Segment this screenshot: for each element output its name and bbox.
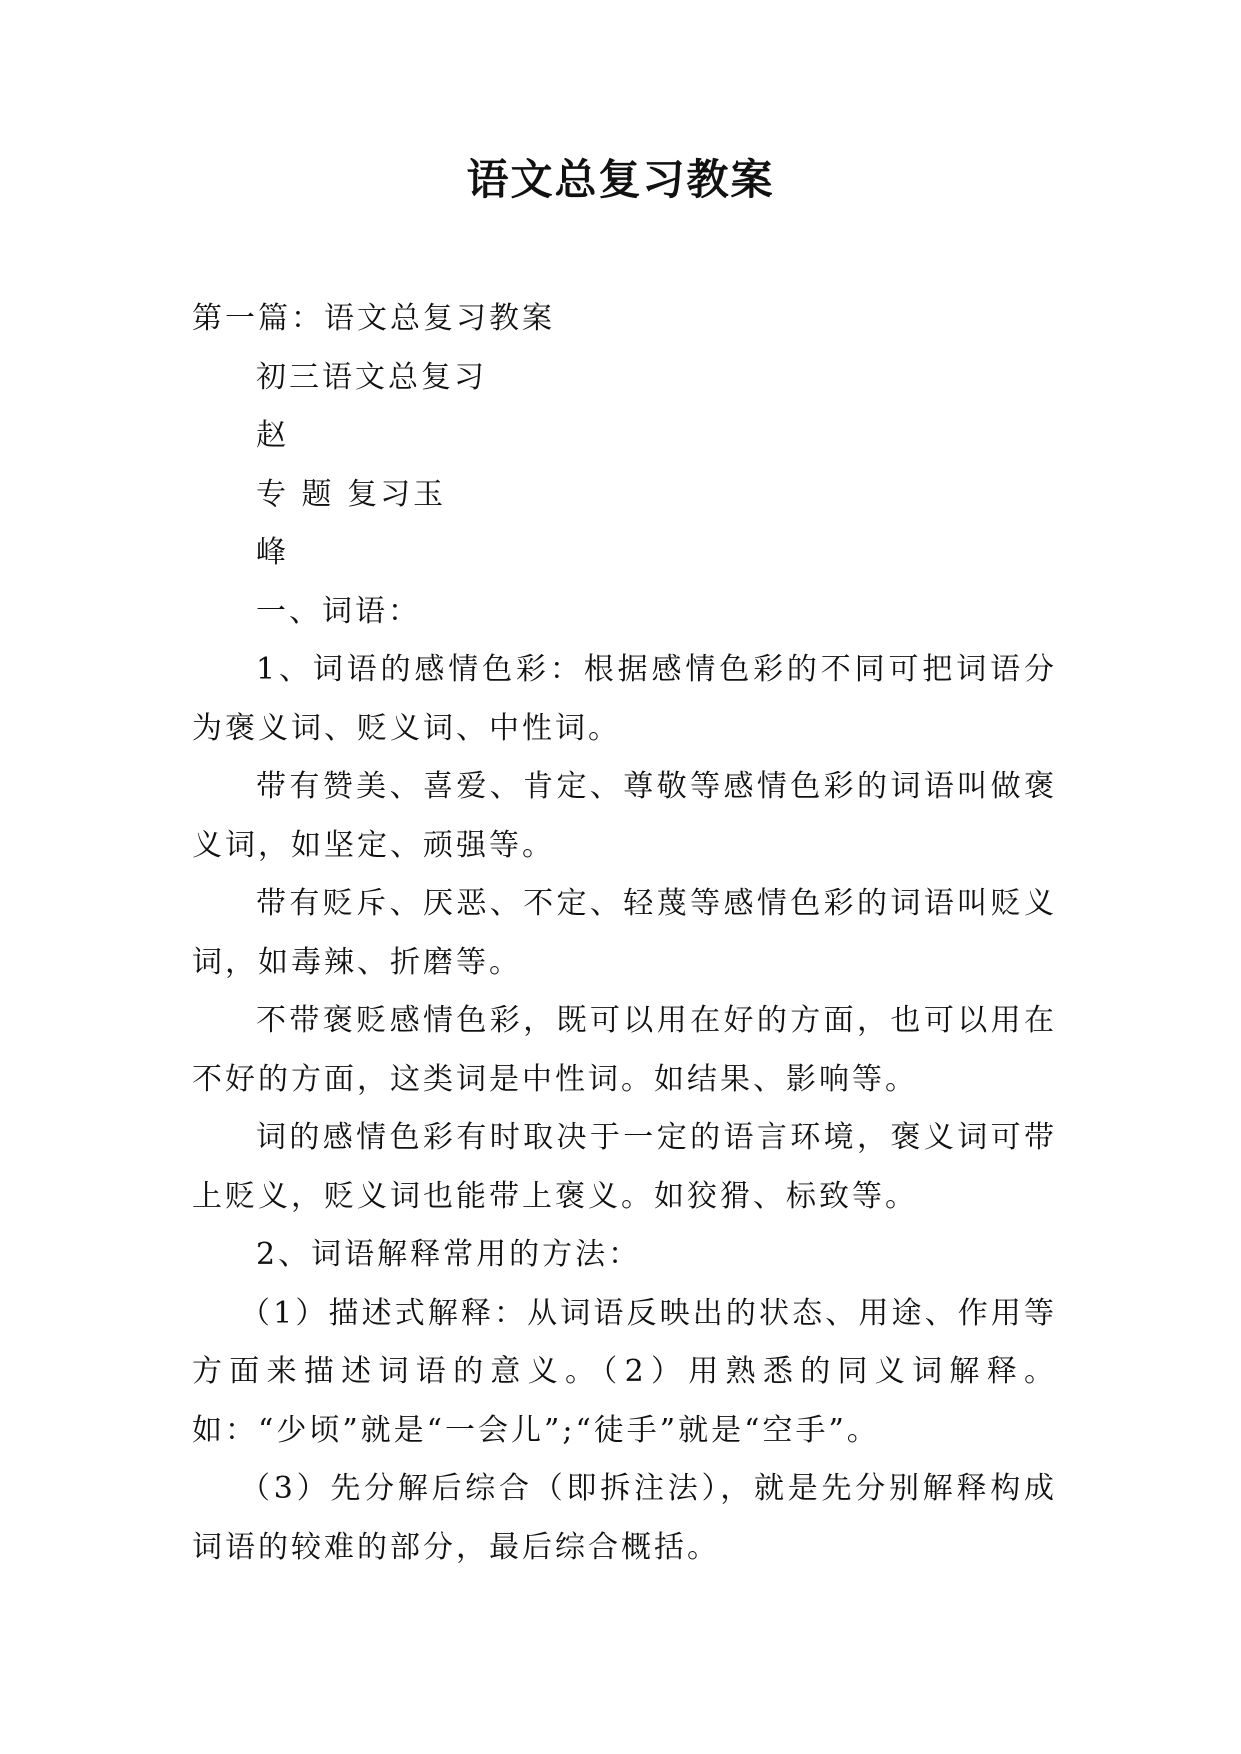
paragraph-neutral: 不带褒贬感情色彩，既可以用在好的方面，也可以用在不好的方面，这类词是中性词。如结果、影响等。 [192, 1003, 1057, 1097]
paragraph-context: 词的感情色彩有时取决于一定的语言环境，褒义词可带上贬义，贬义词也能带上褒义。如狡猾、标致等。 [192, 1120, 1057, 1214]
paragraph-commendatory: 带有赞美、喜爱、肯定、尊敬等感情色彩的词语叫做褒义词，如坚定、顽强等。 [192, 769, 1057, 863]
paragraph-methods-heading: 2、词语解释常用的方法： [256, 1237, 642, 1272]
paragraph-author-line-3: 峰 [256, 535, 289, 570]
document-body [192, 290, 1057, 1577]
paragraph-method-3: （3）先分解后综合（即拆注法），就是先分别解释构成词语的较难的部分，最后综合概括。 [192, 1471, 1057, 1565]
paragraph-section-heading: 一、词语： [256, 593, 421, 629]
paragraph-derogatory: 带有贬斥、厌恶、不定、轻蔑等感情色彩的词语叫贬义词，如毒辣、折磨等。 [192, 886, 1057, 980]
paragraph-method-1-2: （1）描述式解释：从词语反映出的状态、用途、作用等方面来描述词语的意义。（2）用熟悉的同义词解释。如：“少顷”就是“一会儿”;“徒手”就是“空手”。 [192, 1295, 1057, 1448]
document-title: 语文总复习教案 [466, 155, 775, 204]
paragraph-author-line-1: 赵 [256, 418, 289, 453]
paragraph-subtitle: 初三语文总复习 [256, 359, 487, 395]
paragraph-author-line-2: 专 题 复习玉 [256, 476, 447, 512]
paragraph-emotion-intro: 1、词语的感情色彩：根据感情色彩的不同可把词语分为褒义词、贬义词、中性词。 [192, 652, 1057, 746]
paragraph-heading: 第一篇：语文总复习教案 [192, 301, 555, 336]
